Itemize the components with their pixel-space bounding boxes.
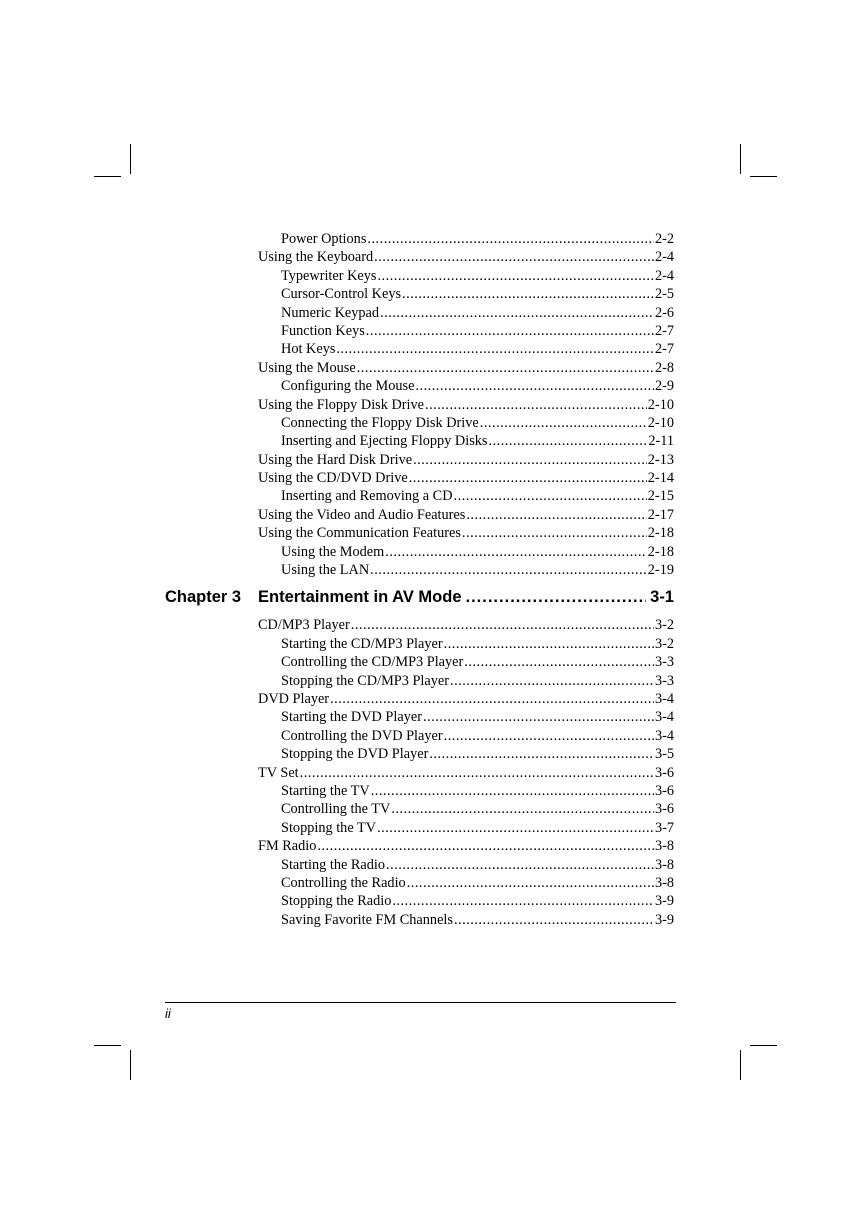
toc-entry-title: CD/MP3 Player (258, 617, 350, 634)
toc-entry-page: 2-4 (654, 267, 674, 284)
toc-entry[interactable] (258, 231, 674, 249)
toc-entry-page: 3-8 (654, 838, 674, 855)
toc-entry-page: 2-18 (647, 525, 674, 542)
toc-entry[interactable] (258, 452, 674, 470)
toc-entry-title: DVD Player (258, 690, 330, 707)
dot-leader (300, 765, 654, 782)
dot-leader (444, 636, 654, 653)
toc-entry[interactable] (258, 305, 674, 323)
dot-leader (385, 544, 647, 561)
chapter-title: Entertainment in AV Mode (258, 588, 462, 607)
crop-mark (750, 176, 777, 177)
dot-leader (392, 893, 654, 910)
dot-leader (371, 783, 654, 800)
toc-entry[interactable] (258, 857, 674, 875)
dot-leader (444, 728, 654, 745)
dot-leader (413, 452, 647, 469)
toc-entry-page: 3-2 (654, 635, 674, 652)
toc-entry[interactable] (258, 765, 674, 783)
toc-entry-title: Starting the DVD Player (281, 709, 422, 726)
footer-rule (165, 1002, 676, 1003)
toc-entry-page: 2-6 (654, 304, 674, 321)
dot-leader (466, 588, 647, 607)
toc-entry-page: 2-18 (647, 543, 674, 560)
toc-entry-title: Hot Keys (281, 341, 336, 358)
toc-entry-title: Starting the CD/MP3 Player (281, 635, 443, 652)
toc-entry[interactable] (258, 893, 674, 911)
toc-entry[interactable] (258, 654, 674, 672)
dot-leader (450, 673, 654, 690)
toc-entry-page: 2-10 (647, 414, 674, 431)
toc-entry-page: 3-5 (654, 746, 674, 763)
toc-entry[interactable] (258, 691, 674, 709)
crop-mark (740, 1050, 741, 1080)
dot-leader (336, 341, 654, 358)
toc-entry-title: Using the Video and Audio Features (258, 506, 466, 523)
toc-entry[interactable] (258, 783, 674, 801)
toc-entry-page: 2-9 (654, 378, 674, 395)
crop-mark (750, 1045, 777, 1046)
dot-leader (367, 231, 654, 248)
toc-entry-title: Controlling the TV (281, 801, 391, 818)
toc-entry-title: Saving Favorite FM Channels (281, 911, 453, 928)
toc-entry-title: Power Options (281, 231, 367, 247)
dot-leader (377, 820, 654, 837)
toc-entry[interactable] (258, 912, 674, 930)
toc-entry-title: Cursor-Control Keys (281, 286, 402, 303)
dot-leader (464, 654, 654, 671)
toc-entry-page: 2-8 (654, 359, 674, 376)
dot-leader (429, 746, 654, 763)
toc-entry-page: 3-8 (654, 856, 674, 873)
toc-entry-page: 2-10 (647, 396, 674, 413)
toc-entry-page: 3-2 (654, 617, 674, 634)
dot-leader (454, 912, 654, 929)
dot-leader (380, 305, 654, 322)
toc-entry-title: Using the Hard Disk Drive (258, 451, 413, 468)
dot-leader (391, 801, 654, 818)
toc-entry[interactable] (258, 525, 674, 543)
toc-entry[interactable] (258, 378, 674, 396)
toc-entry[interactable] (258, 820, 674, 838)
toc-entry-title: Starting the Radio (281, 856, 386, 873)
toc-entry[interactable] (258, 286, 674, 304)
dot-leader (489, 433, 648, 450)
toc-entry-title: Using the Mouse (258, 359, 356, 376)
toc-entry-page: 3-4 (654, 727, 674, 744)
crop-mark (94, 1045, 121, 1046)
toc-entry-title: Using the Floppy Disk Drive (258, 396, 424, 413)
toc-entry-page: 3-7 (654, 819, 674, 836)
toc-entry-title: Starting the TV (281, 782, 370, 799)
toc-entry-page: 3-4 (654, 709, 674, 726)
dot-leader (366, 323, 654, 340)
toc-entry-title: Connecting the Floppy Disk Drive (281, 414, 479, 431)
toc-entry[interactable] (258, 673, 674, 691)
toc-entry-title: Using the Modem (281, 543, 385, 560)
toc-entry-page: 3-6 (654, 764, 674, 781)
toc-entry-title: Using the Keyboard (258, 249, 374, 266)
toc-entry[interactable] (258, 875, 674, 893)
toc-section-chapter-3 (258, 617, 674, 930)
toc-entry[interactable] (258, 636, 674, 654)
dot-leader (425, 397, 647, 414)
toc-entry-page: 2-2 (654, 231, 674, 247)
chapter-label: Chapter 3 (165, 588, 242, 607)
chapter-page-number: 3-1 (650, 588, 674, 607)
toc-entry-title: Stopping the DVD Player (281, 746, 429, 763)
toc-entry-page: 2-7 (654, 322, 674, 339)
dot-leader (480, 415, 647, 432)
dot-leader (454, 488, 647, 505)
toc-entry[interactable] (258, 728, 674, 746)
dot-leader (409, 470, 647, 487)
toc-entry-title: Controlling the CD/MP3 Player (281, 654, 464, 671)
toc-entry-title: TV Set (258, 764, 299, 781)
toc-entry-page: 2-19 (647, 562, 674, 579)
toc-entry-page: 3-9 (654, 911, 674, 928)
toc-entry[interactable] (258, 617, 674, 635)
toc-entry-page: 3-3 (654, 672, 674, 689)
toc-entry[interactable] (258, 488, 674, 506)
toc-entry-page: 3-9 (654, 893, 674, 910)
toc-entry[interactable] (258, 360, 674, 378)
crop-mark (740, 144, 741, 174)
toc-entry-page: 2-4 (654, 249, 674, 266)
toc-entry[interactable] (258, 838, 674, 856)
dot-leader (317, 838, 654, 855)
toc-entry-page: 2-11 (648, 433, 674, 450)
toc-entry[interactable] (258, 507, 674, 525)
toc-entry-page: 3-8 (654, 874, 674, 891)
toc-entry-title: Stopping the CD/MP3 Player (281, 672, 449, 689)
toc-entry-page: 2-14 (647, 470, 674, 487)
toc-entry-title: Configuring the Mouse (281, 378, 415, 395)
toc-entry-page: 2-7 (654, 341, 674, 358)
toc-entry[interactable] (258, 341, 674, 359)
dot-leader (423, 709, 654, 726)
toc-entry-title: Function Keys (281, 322, 365, 339)
dot-leader (415, 378, 654, 395)
toc-entry-page: 2-5 (654, 286, 674, 303)
toc-entry-title: Inserting and Removing a CD (281, 488, 453, 505)
toc-entry-title: Stopping the TV (281, 819, 377, 836)
toc-entry-title: Using the Communication Features (258, 525, 461, 542)
toc-section-chapter-2 (258, 231, 674, 580)
toc-entry[interactable] (258, 470, 674, 488)
footer-page-number: ii (165, 1006, 171, 1021)
toc-entry[interactable] (258, 397, 674, 415)
toc-entry-page: 2-15 (647, 488, 674, 505)
toc-entry[interactable] (258, 415, 674, 433)
dot-leader (374, 249, 654, 266)
toc-entry[interactable] (258, 562, 674, 580)
toc-entry[interactable] (258, 433, 674, 451)
dot-leader (351, 617, 654, 634)
toc-entry[interactable] (258, 709, 674, 727)
chapter-heading[interactable] (165, 588, 674, 610)
toc-entry-title: Inserting and Ejecting Floppy Disks (281, 433, 488, 450)
toc-entry-title: Controlling the Radio (281, 874, 406, 891)
dot-leader (357, 360, 654, 377)
toc-entry-page: 3-6 (654, 801, 674, 818)
crop-mark (94, 176, 121, 177)
toc-entry[interactable] (258, 249, 674, 267)
toc-entry-page: 3-6 (654, 782, 674, 799)
dot-leader (377, 268, 653, 285)
toc-entry-page: 2-13 (647, 451, 674, 468)
toc-entry-title: Controlling the DVD Player (281, 727, 443, 744)
toc-entry[interactable] (258, 801, 674, 819)
toc-entry-title: Typewriter Keys (281, 267, 377, 284)
dot-leader (466, 507, 646, 524)
toc-entry-page: 3-4 (654, 690, 674, 707)
toc-entry[interactable] (258, 746, 674, 764)
dot-leader (402, 286, 654, 303)
dot-leader (370, 562, 647, 579)
toc-entry[interactable] (258, 323, 674, 341)
toc-entry[interactable] (258, 268, 674, 286)
toc-entry-title: Using the LAN (281, 562, 370, 579)
dot-leader (462, 525, 647, 542)
toc-entry-page: 2-17 (647, 506, 674, 523)
toc-entry-page: 3-3 (654, 654, 674, 671)
toc-entry-title: Numeric Keypad (281, 304, 380, 321)
toc-entry-title: Using the CD/DVD Drive (258, 470, 408, 487)
dot-leader (330, 691, 654, 708)
dot-leader (407, 875, 654, 892)
crop-mark (130, 1050, 131, 1080)
toc-entry-title: FM Radio (258, 838, 317, 855)
table-of-contents (165, 231, 674, 930)
toc-entry[interactable] (258, 544, 674, 562)
crop-mark (130, 144, 131, 174)
dot-leader (386, 857, 654, 874)
toc-entry-title: Stopping the Radio (281, 893, 392, 910)
